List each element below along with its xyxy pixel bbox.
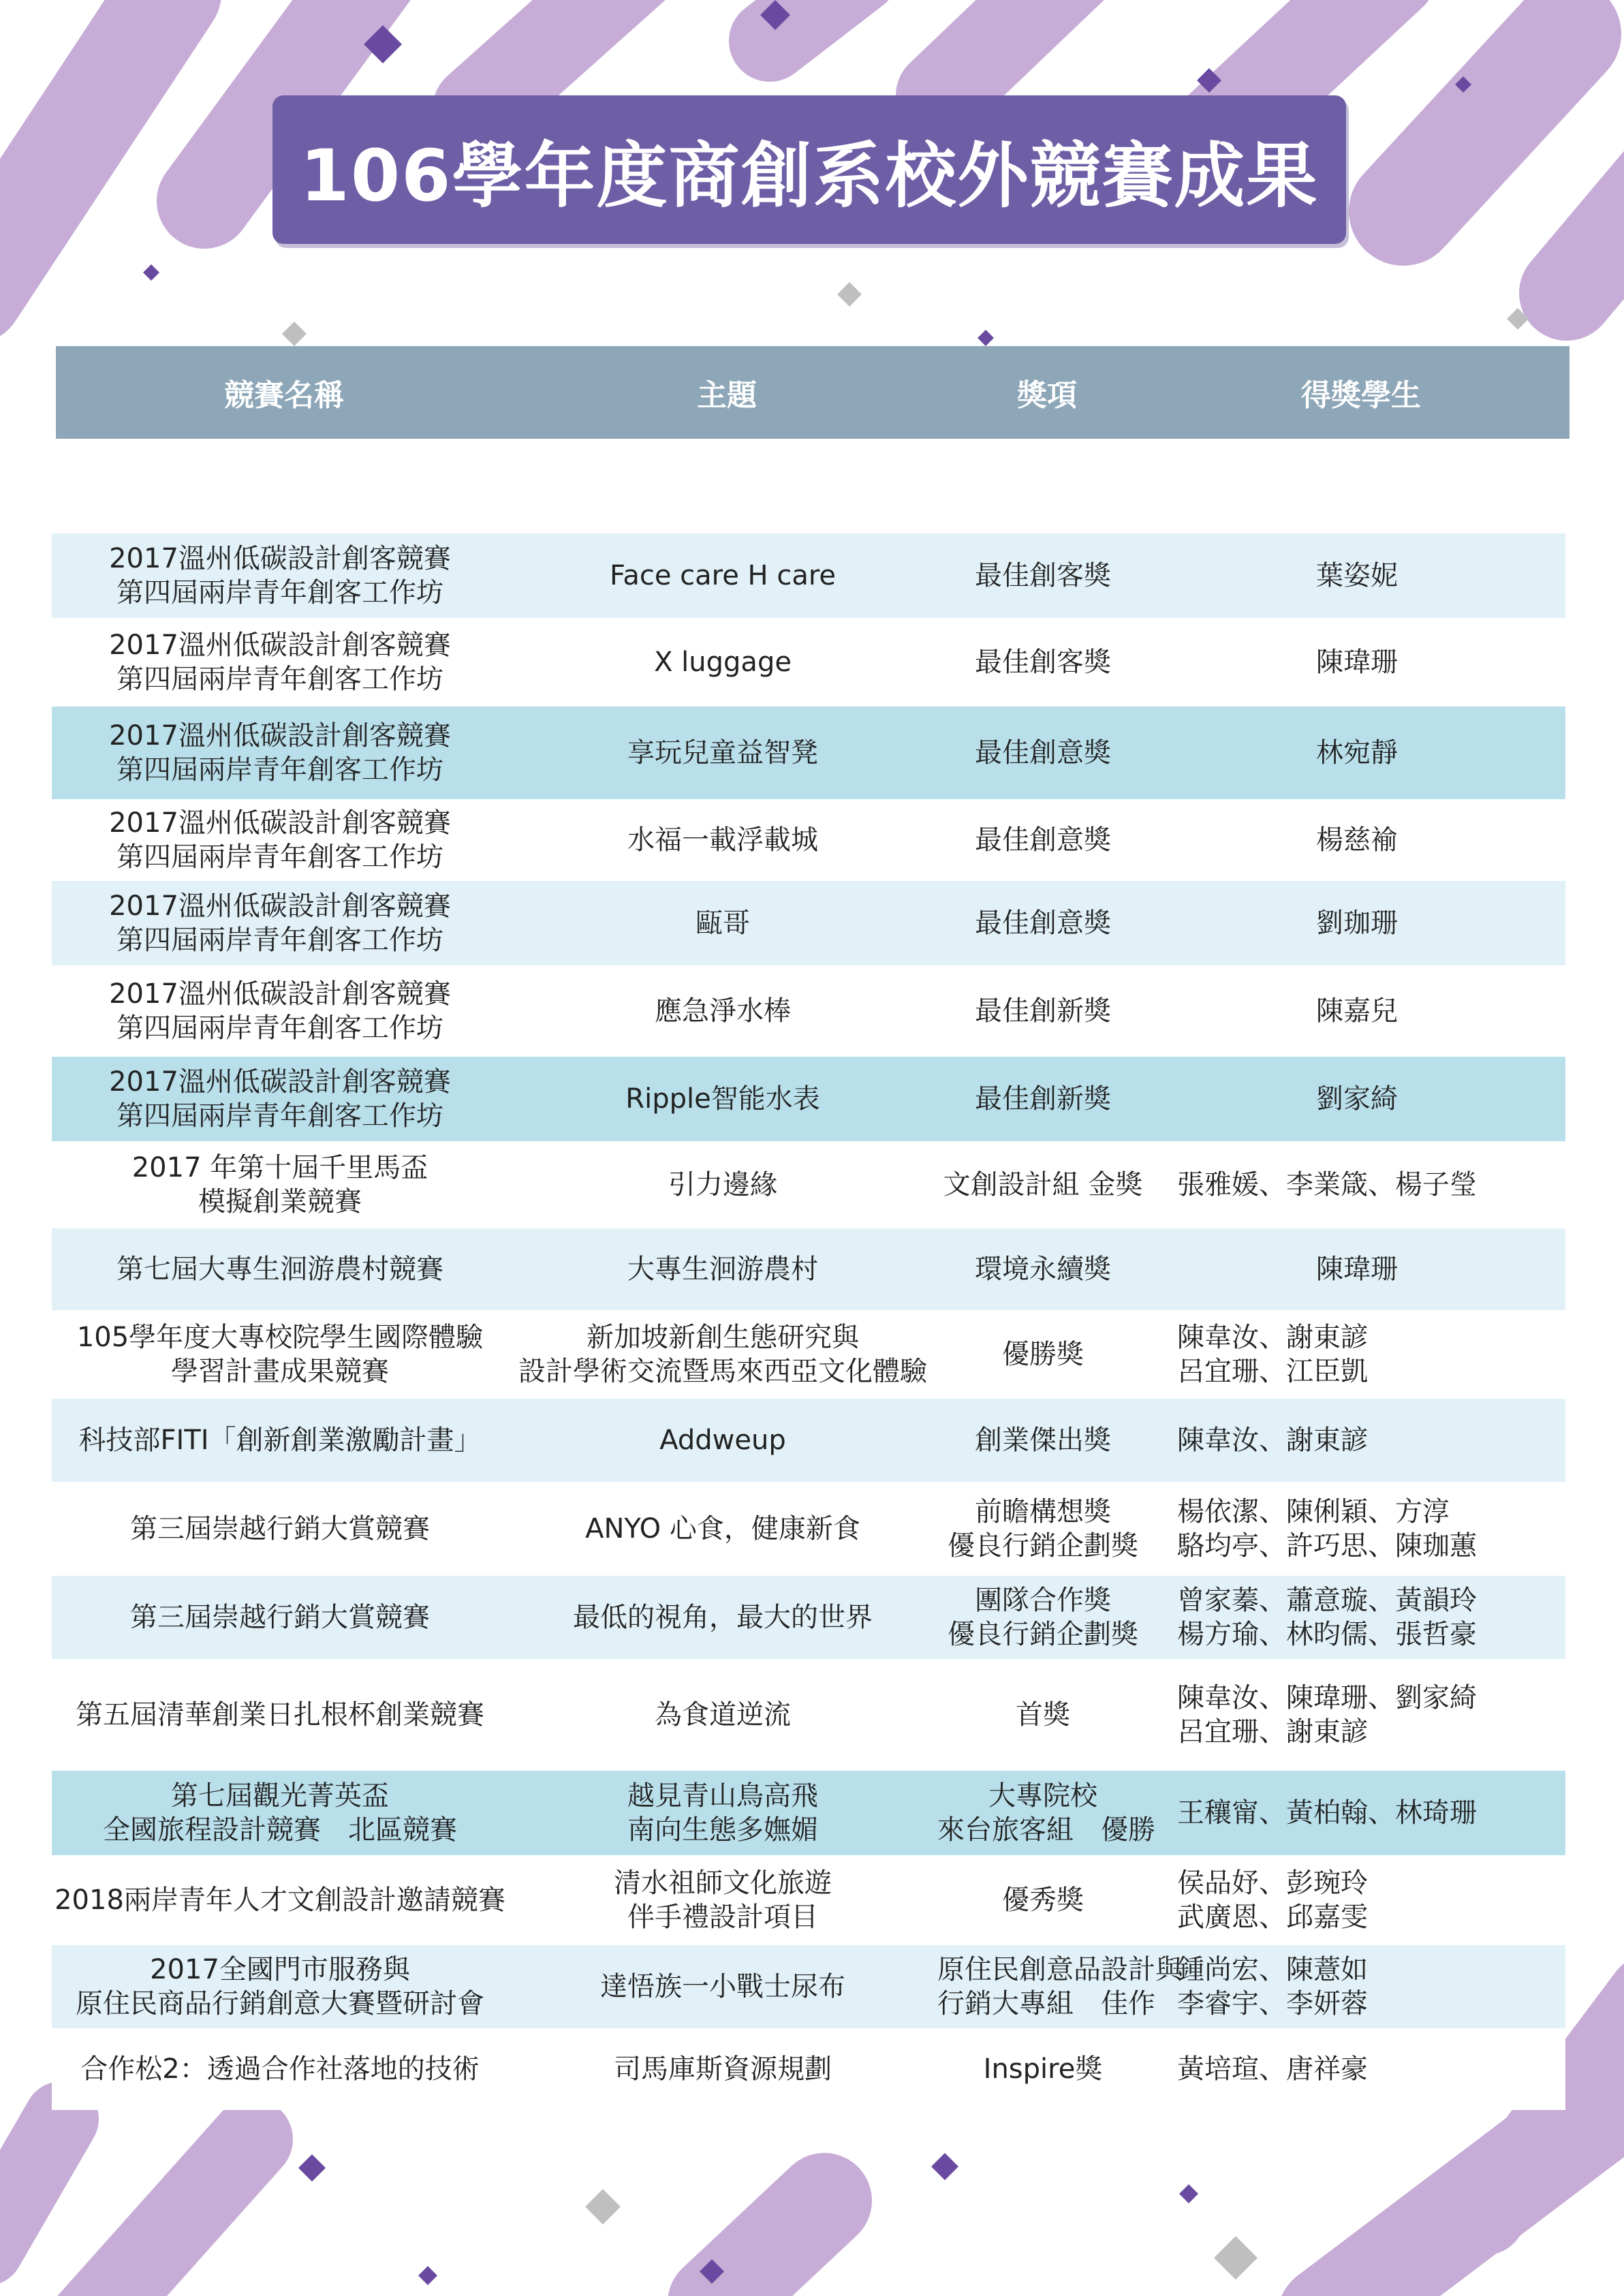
award-cell-line: 環境永續獎 — [975, 1254, 1111, 1285]
competition-cell-line: 第四屆兩岸青年創客工作坊 — [116, 664, 443, 695]
students-cell-line: 呂宜珊、謝東諺 — [1177, 1716, 1368, 1748]
students-cell-line: 武廣恩、邱嘉雯 — [1177, 1902, 1368, 1933]
students-cell-line: 林宛靜 — [1316, 737, 1398, 769]
theme-cell-line: 南向生態多嫵媚 — [627, 1814, 818, 1846]
competition-cell-line: 第四屆兩岸青年創客工作坊 — [116, 841, 443, 873]
award-cell — [937, 645, 1149, 679]
competition-cell-line: 第四屆兩岸青年創客工作坊 — [116, 1100, 443, 1132]
competition-cell — [52, 1252, 508, 1286]
header-competition: 競賽名稱 — [224, 378, 344, 413]
students-cell-line: 李睿宇、李妍蓉 — [1177, 1988, 1368, 2019]
table-row — [52, 1057, 1565, 1141]
theme-cell-line: Ripple智能水表 — [625, 1083, 820, 1115]
students-cell — [1149, 1252, 1565, 1286]
theme-cell — [508, 736, 937, 770]
table-row — [52, 1576, 1565, 1659]
theme-cell — [508, 1866, 937, 1934]
competition-cell — [52, 1512, 508, 1546]
award-cell — [937, 906, 1149, 940]
award-cell-line: 最佳創意獎 — [975, 737, 1111, 769]
students-cell — [1149, 1320, 1565, 1389]
competition-cell — [52, 1065, 508, 1133]
competition-cell-line: 第七屆觀光菁英盃 — [171, 1780, 389, 1812]
theme-cell — [508, 1423, 937, 1457]
competition-cell — [52, 1320, 508, 1389]
competition-cell-line: 2018兩岸青年人才文創設計邀請競賽 — [54, 1884, 505, 1916]
award-cell-line: 前瞻構想獎 — [975, 1496, 1111, 1527]
theme-cell-line: 最低的視角，最大的世界 — [573, 1602, 873, 1633]
table-row — [52, 1771, 1565, 1855]
award-cell — [937, 1252, 1149, 1286]
theme-cell-line: 設計學術交流暨馬來西亞文化體驗 — [518, 1356, 927, 1387]
award-cell-line: Inspire獎 — [983, 2053, 1103, 2085]
students-cell-line: 陳韋汝、謝東諺 — [1177, 1322, 1368, 1353]
award-cell-line: 最佳創客獎 — [975, 647, 1111, 678]
award-cell — [937, 1698, 1149, 1732]
theme-cell — [508, 994, 937, 1028]
theme-cell-line: 應急淨水棒 — [655, 995, 791, 1027]
award-cell — [937, 1883, 1149, 1917]
award-cell — [937, 1337, 1149, 1371]
theme-cell — [508, 1168, 937, 1202]
award-cell — [937, 736, 1149, 770]
competition-cell — [52, 1698, 508, 1732]
competition-cell-line: 2017溫州低碳設計創客競賽 — [109, 890, 451, 922]
award-cell-line: 最佳創客獎 — [975, 560, 1111, 591]
students-cell — [1149, 2052, 1565, 2086]
competition-cell-line: 2017溫州低碳設計創客競賽 — [109, 720, 451, 751]
students-cell-line: 黃培瑄、唐祥豪 — [1177, 2053, 1368, 2085]
theme-cell-line: 大專生洄游農村 — [627, 1254, 818, 1285]
theme-cell-line: 享玩兒童益智凳 — [627, 737, 818, 769]
award-cell — [937, 2052, 1149, 2086]
theme-cell-line: 引力邊緣 — [668, 1169, 777, 1200]
students-cell — [1149, 1495, 1565, 1563]
theme-cell-line: 越見青山鳥高飛 — [627, 1780, 818, 1812]
table-row — [52, 618, 1565, 707]
students-cell — [1149, 736, 1565, 770]
award-cell — [937, 559, 1149, 593]
students-cell-line: 楊方瑜、林昀儒、張哲豪 — [1177, 1619, 1477, 1650]
students-cell — [1149, 823, 1565, 857]
theme-cell-line: X luggage — [654, 647, 792, 678]
competition-cell-line: 第七屆大專生洄游農村競賽 — [116, 1254, 443, 1285]
competition-cell — [52, 628, 508, 696]
competition-cell — [52, 542, 508, 610]
students-cell-line: 陳韋汝、陳瑋珊、劉家綺 — [1177, 1682, 1477, 1713]
results-table — [52, 533, 1565, 2110]
competition-cell — [52, 2052, 508, 2086]
theme-cell-line: ANYO 心食，健康新食 — [585, 1513, 860, 1545]
students-cell-line: 曾家蓁、蕭意璇、黃韻玲 — [1177, 1585, 1477, 1616]
theme-cell — [508, 1082, 937, 1116]
table-row — [52, 1399, 1565, 1482]
theme-cell — [508, 906, 937, 940]
competition-cell-line: 2017溫州低碳設計創客競賽 — [109, 1066, 451, 1098]
students-cell-line: 駱均亭、許巧思、陳珈蕙 — [1177, 1530, 1477, 1562]
competition-cell-line: 第四屆兩岸青年創客工作坊 — [116, 577, 443, 608]
competition-cell-line: 2017溫州低碳設計創客競賽 — [109, 630, 451, 661]
competition-cell-line: 2017全國門市服務與 — [150, 1954, 410, 1985]
theme-cell-line: Addweup — [659, 1425, 786, 1456]
award-cell-line: 優秀獎 — [1002, 1884, 1084, 1916]
award-cell — [937, 1779, 1155, 1847]
competition-cell — [52, 1151, 508, 1219]
award-cell — [937, 1423, 1149, 1457]
theme-cell-line: 達悟族一小戰士尿布 — [600, 1971, 845, 2002]
theme-cell — [508, 645, 937, 679]
competition-cell-line: 105學年度大專校院學生國際體驗 — [76, 1322, 484, 1353]
header-award: 獎項 — [1017, 378, 1077, 413]
competition-cell-line: 第三屆崇越行銷大賞競賽 — [130, 1513, 430, 1545]
award-cell-line: 優良行銷企劃獎 — [948, 1530, 1138, 1562]
students-cell-line: 陳韋汝、謝東諺 — [1177, 1425, 1368, 1456]
award-cell-line: 來台旅客組 優勝 — [937, 1814, 1155, 1846]
table-row — [52, 1228, 1565, 1310]
students-cell-line: 王穰甯、黃柏翰、林琦珊 — [1177, 1797, 1477, 1829]
competition-cell — [52, 977, 508, 1045]
table-header — [56, 346, 1570, 439]
theme-cell — [508, 1512, 937, 1546]
students-cell-line: 張雅媛、李業箴、楊子瑩 — [1177, 1169, 1477, 1200]
students-cell — [1149, 906, 1565, 940]
competition-cell — [52, 719, 508, 787]
competition-cell-line: 第三屆崇越行銷大賞競賽 — [130, 1602, 430, 1633]
competition-cell-line: 模擬創業競賽 — [198, 1186, 362, 1217]
students-cell — [1149, 645, 1565, 679]
award-cell — [937, 1953, 1183, 2021]
competition-cell-line: 第四屆兩岸青年創客工作坊 — [116, 1012, 443, 1044]
award-cell — [937, 994, 1149, 1028]
competition-cell-line: 原住民商品行銷創意大賽暨研討會 — [76, 1988, 484, 2019]
award-cell-line: 優勝獎 — [1002, 1339, 1084, 1370]
table-row — [52, 1141, 1565, 1228]
table-row — [52, 2028, 1565, 2110]
competition-cell — [52, 806, 508, 874]
competition-cell-line: 第五屆清華創業日扎根杯創業競賽 — [76, 1699, 484, 1731]
theme-cell — [508, 1698, 937, 1732]
students-cell — [1149, 994, 1565, 1028]
award-cell-line: 優良行銷企劃獎 — [948, 1619, 1138, 1650]
theme-cell-line: 甌哥 — [696, 907, 750, 939]
competition-cell-line: 合作松2：透過合作社落地的技術 — [80, 2053, 480, 2085]
award-cell — [937, 1495, 1149, 1563]
theme-cell — [508, 559, 937, 593]
award-cell-line: 最佳創新獎 — [975, 995, 1111, 1027]
students-cell — [1149, 1681, 1565, 1749]
students-cell — [1149, 559, 1565, 593]
theme-cell-line: 伴手禮設計項目 — [627, 1902, 818, 1933]
theme-cell — [508, 1779, 937, 1847]
theme-cell-line: 清水祖師文化旅遊 — [614, 1867, 832, 1899]
competition-cell-line: 2017 年第十屆千里馬盃 — [131, 1152, 428, 1183]
students-cell — [1149, 1796, 1565, 1830]
students-cell — [1149, 1953, 1565, 2021]
award-cell-line: 最佳創意獎 — [975, 824, 1111, 856]
competition-cell — [52, 1953, 508, 2021]
award-cell — [937, 823, 1149, 857]
table-row — [52, 1855, 1565, 1945]
award-cell-line: 大專院校 — [988, 1780, 1097, 1812]
competition-cell — [52, 1423, 508, 1457]
students-cell — [1149, 1082, 1565, 1116]
page-title: 106學年度商創系校外競賽成果 — [300, 134, 1319, 217]
theme-cell — [508, 1320, 937, 1389]
competition-cell-line: 2017溫州低碳設計創客競賽 — [109, 543, 451, 574]
theme-cell — [508, 1970, 937, 2004]
award-cell — [937, 1583, 1149, 1651]
students-cell-line: 侯品妤、彭琬玲 — [1177, 1867, 1368, 1899]
award-cell-line: 原住民創意品設計與 — [937, 1954, 1183, 1985]
table-row — [52, 965, 1565, 1057]
award-cell-line: 首獎 — [1016, 1699, 1070, 1731]
students-cell — [1149, 1866, 1565, 1934]
theme-cell-line: 新加坡新創生態研究與 — [587, 1322, 859, 1353]
table-row — [52, 799, 1565, 881]
theme-cell-line: 水福一載浮載城 — [627, 824, 818, 856]
students-cell-line: 劉家綺 — [1316, 1083, 1398, 1115]
table-row — [52, 1945, 1565, 2028]
theme-cell — [508, 2052, 937, 2086]
award-cell-line: 團隊合作獎 — [975, 1585, 1111, 1616]
header-students: 得獎學生 — [1301, 378, 1421, 413]
competition-cell — [52, 1600, 508, 1634]
competition-cell-line: 科技部FITI「創新創業激勵計畫」 — [78, 1425, 482, 1456]
competition-cell-line: 2017溫州低碳設計創客競賽 — [109, 978, 451, 1010]
theme-cell — [508, 1600, 937, 1634]
students-cell — [1149, 1168, 1565, 1202]
students-cell-line: 呂宜珊、江臣凱 — [1177, 1356, 1368, 1387]
award-cell-line: 最佳創意獎 — [975, 907, 1111, 939]
students-cell-line: 鍾尚宏、陳薏如 — [1177, 1954, 1368, 1985]
award-cell-line: 創業傑出獎 — [975, 1425, 1111, 1456]
theme-cell — [508, 823, 937, 857]
award-cell — [937, 1082, 1149, 1116]
award-cell-line: 行銷大專組 佳作 — [937, 1988, 1155, 2019]
competition-cell-line: 第四屆兩岸青年創客工作坊 — [116, 754, 443, 786]
students-cell-line: 陳瑋珊 — [1316, 647, 1398, 678]
competition-cell-line: 全國旅程設計競賽 北區競賽 — [103, 1814, 457, 1846]
table-row — [52, 707, 1565, 799]
table-row — [52, 1310, 1565, 1399]
competition-cell-line: 2017溫州低碳設計創客競賽 — [109, 807, 451, 839]
table-row — [52, 1482, 1565, 1576]
students-cell-line: 陳瑋珊 — [1316, 1254, 1398, 1285]
competition-cell-line: 學習計畫成果競賽 — [171, 1356, 389, 1387]
students-cell-line: 葉姿妮 — [1316, 560, 1398, 591]
students-cell — [1149, 1583, 1565, 1651]
students-cell-line: 劉珈珊 — [1316, 907, 1398, 939]
competition-cell — [52, 1883, 508, 1917]
students-cell-line: 楊依潔、陳俐穎、方淳 — [1177, 1496, 1450, 1527]
award-cell — [937, 1168, 1149, 1202]
header-theme: 主題 — [697, 378, 757, 413]
award-cell-line: 文創設計組 金獎 — [943, 1169, 1143, 1200]
theme-cell — [508, 1252, 937, 1286]
theme-cell-line: 司馬庫斯資源規劃 — [614, 2053, 832, 2085]
competition-cell — [52, 1779, 508, 1847]
table-row — [52, 533, 1565, 618]
competition-cell — [52, 889, 508, 957]
students-cell — [1149, 1423, 1565, 1457]
award-cell-line: 最佳創新獎 — [975, 1083, 1111, 1115]
table-row — [52, 1659, 1565, 1771]
theme-cell-line: Face care H care — [609, 560, 837, 591]
competition-cell-line: 第四屆兩岸青年創客工作坊 — [116, 925, 443, 956]
students-cell-line: 楊慈褕 — [1316, 824, 1398, 856]
table-row — [52, 881, 1565, 965]
title-banner — [272, 95, 1346, 244]
students-cell-line: 陳嘉兒 — [1316, 995, 1398, 1027]
theme-cell-line: 為食道逆流 — [655, 1699, 791, 1731]
